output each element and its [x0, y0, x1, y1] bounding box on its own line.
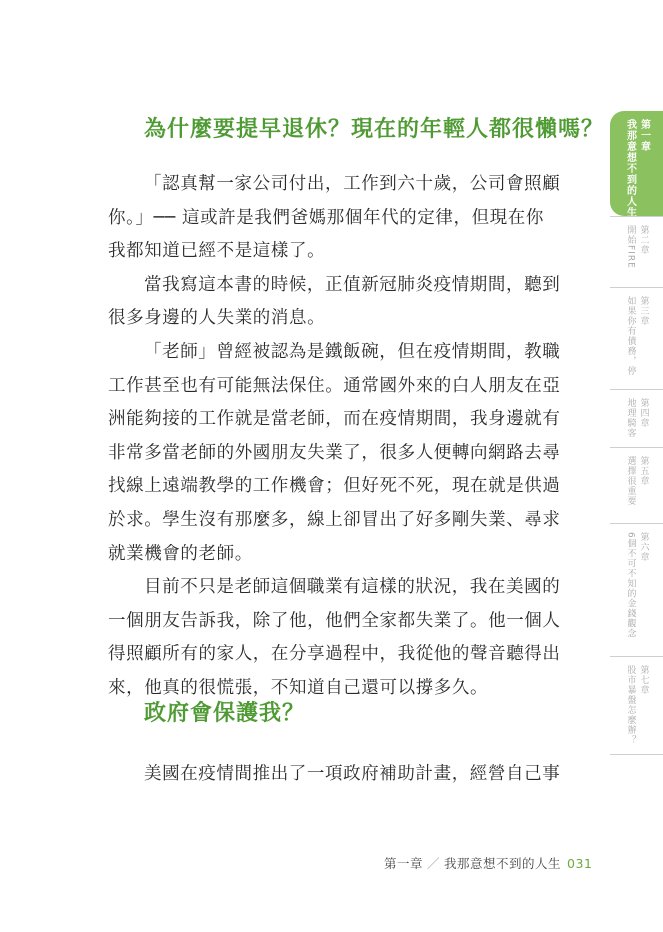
- text-line: 洲能夠接的工作就是當老師，而在疫情期間，我身邊就有: [108, 409, 561, 430]
- chapter-tab-number: 第五章: [638, 456, 649, 486]
- chapter-tab-number: 第二章: [638, 225, 649, 255]
- text-line: 就業機會的老師。: [108, 543, 253, 564]
- chapter-tab-title: 開始FIRE: [625, 225, 636, 269]
- footer-chapter: 第一章: [384, 856, 424, 871]
- chapter-tab-title: 股市暴盤怎麼辦？: [625, 665, 636, 745]
- chapter-tab-7[interactable]: [610, 656, 663, 755]
- chapter-tab-5[interactable]: [610, 447, 663, 523]
- chapter-tab-title: 我那意想不到的人生: [624, 119, 636, 218]
- body-text-block-2: [108, 758, 566, 792]
- text-line: 當我寫這本書的時候，正值新冠肺炎疫情期間，聽到: [144, 274, 561, 295]
- chapter-tab-3[interactable]: [610, 287, 663, 389]
- chapter-tab-1[interactable]: [610, 111, 663, 216]
- section-heading-early-retirement: 為什麼要提早退休？現在的年輕人都很懶嗎？: [144, 117, 605, 142]
- chapter-tab-4[interactable]: [610, 389, 663, 447]
- text-line: 來，他真的很慌張，不知道自己還可以撐多久。: [108, 677, 489, 698]
- footer-title: 我那意想不到的人生: [444, 856, 562, 871]
- chapter-tab-2[interactable]: [610, 216, 663, 287]
- text-line: 我都知道已經不是這樣了。: [108, 241, 326, 262]
- chapter-tab-title: 選擇很重要: [625, 456, 636, 506]
- text-line: 找線上遠端教學的工作機會；但好死不死，現在就是供過: [108, 476, 561, 497]
- text-line: 美國在疫情間推出了一項政府補助計畫，經營自己事: [144, 764, 561, 784]
- text-line: 工作甚至也有可能無法保住。通常國外來的白人朋友在亞: [108, 375, 561, 396]
- text-line: 目前不只是老師這個職業有這樣的狀況，我在美國的: [144, 577, 561, 598]
- chapter-tab-sidebar: [610, 111, 663, 755]
- page-footer: [384, 854, 592, 872]
- chapter-tab-number: 第一章: [638, 119, 650, 152]
- text-line: 「認真幫一家公司付出，工作到六十歲，公司會照顧: [144, 174, 561, 194]
- chapter-tab-6[interactable]: [610, 523, 663, 656]
- page-number: 031: [567, 856, 593, 871]
- text-line: 「老師」曾經被認為是鐵飯碗，但在疫情期間，教職: [144, 341, 561, 362]
- section-heading-government: 政府會保護我？: [144, 701, 306, 726]
- chapter-tab-title: 如果你有債務，停: [625, 296, 636, 376]
- chapter-tab-title: 地理騎客: [625, 398, 636, 438]
- chapter-tab-number: 第七章: [638, 665, 649, 695]
- text-line: 你。」── 這或許是我們爸媽那個年代的定律，但現在你: [108, 207, 544, 228]
- chapter-tab-number: 第三章: [638, 296, 649, 326]
- text-line: 非常多當老師的外國朋友失業了，很多人便轉向網路去尋: [108, 442, 561, 463]
- body-text-block-1: [108, 168, 566, 706]
- chapter-tab-number: 第六章: [638, 532, 649, 562]
- text-line: 一個朋友告訴我，除了他，他們全家都失業了。他一個人: [108, 610, 561, 631]
- text-line: 很多身邊的人失業的消息。: [108, 308, 326, 329]
- chapter-tab-number: 第四章: [638, 398, 649, 428]
- chapter-tab-title: 6個不可不知的金錢觀念: [625, 532, 636, 639]
- text-line: 得照顧所有的家人，在分享過程中，我從他的聲音聽得出: [108, 644, 561, 665]
- footer-separator: ／: [427, 856, 441, 871]
- text-line: 於求。學生沒有那麼多，線上卻冒出了好多剛失業、尋求: [108, 509, 561, 530]
